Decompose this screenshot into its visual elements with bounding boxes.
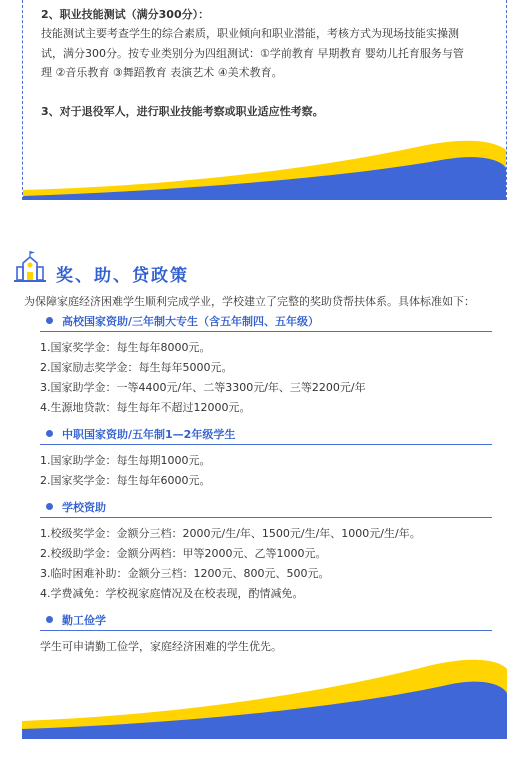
skill-test-line: 理 ②音乐教育 ③舞蹈教育 表演艺术 ④美术教育。: [41, 66, 283, 79]
skill-test-line: 试，满分300分。按专业类别分为四组测试：①学前教育 早期教育 婴幼儿托育服务与管: [41, 46, 464, 60]
list-item: 3.临时困难补助：金额分三档：1200元、800元、500元。: [40, 567, 330, 580]
bottom-wave-card: [22, 655, 507, 739]
school-building-icon: [12, 250, 48, 284]
list-item: 3.国家助学金：一等4400元/年、二等3300元/年、三等2200元/年: [40, 381, 366, 394]
group-heading-text: 高校国家资助/三年制大专生（含五年制四、五年级）: [62, 315, 320, 328]
list-item: 4.生源地贷款：每生每年不超过12000元。: [40, 401, 251, 414]
skill-test-line: 技能测试主要考查学生的综合素质，职业倾向和职业潜能，考核方式为现场技能实操测: [41, 27, 459, 40]
list-item: 1.国家奖学金：每生每年8000元。: [40, 341, 211, 354]
veteran-heading: 3、对于退役军人，进行职业技能考察或职业适应性考察。: [41, 105, 324, 118]
group-heading: [40, 497, 492, 518]
bullet-dot-icon: [46, 430, 53, 437]
list-item: 学生可申请勤工俭学，家庭经济困难的学生优先。: [40, 640, 282, 653]
wave-decoration: [23, 138, 506, 200]
group-heading-text: 勤工俭学: [62, 614, 106, 627]
bullet-dot-icon: [46, 616, 53, 623]
list-item: 1.校级奖学金：金额分三档：2000元/生/年、1500元/生/年、1000元/生/年。: [40, 527, 421, 540]
section-header: [12, 250, 232, 284]
list-item: 2.国家奖学金：每生每年6000元。: [40, 474, 211, 487]
list-item: 2.校级助学金：金额分两档：甲等2000元、乙等1000元。: [40, 547, 327, 560]
section-intro: 为保障家庭经济困难学生顺利完成学业，学校建立了完整的奖助贷帮扶体系。具体标准如下：: [24, 295, 475, 308]
bullet-dot-icon: [46, 503, 53, 510]
bullet-dot-icon: [46, 317, 53, 324]
group-heading-text: 学校资助: [62, 501, 106, 514]
group-heading: [40, 311, 492, 332]
group-heading-text: 中职国家资助/五年制1—2年级学生: [62, 428, 236, 441]
exam-info-card: [22, 0, 507, 200]
list-item: 2.国家励志奖学金：每生每年5000元。: [40, 361, 233, 374]
skill-test-paragraph: [41, 24, 491, 83]
group-heading: [40, 610, 492, 631]
list-item: 4.学费减免：学校视家庭情况及在校表现，酌情减免。: [40, 587, 304, 600]
section-title: 奖、助、贷政策: [56, 266, 189, 286]
wave-decoration: [22, 655, 507, 739]
group-heading: [40, 424, 492, 445]
list-item: 1.国家助学金：每生每期1000元。: [40, 454, 211, 467]
skill-test-heading: 2、职业技能测试（满分300分）：: [41, 8, 210, 21]
